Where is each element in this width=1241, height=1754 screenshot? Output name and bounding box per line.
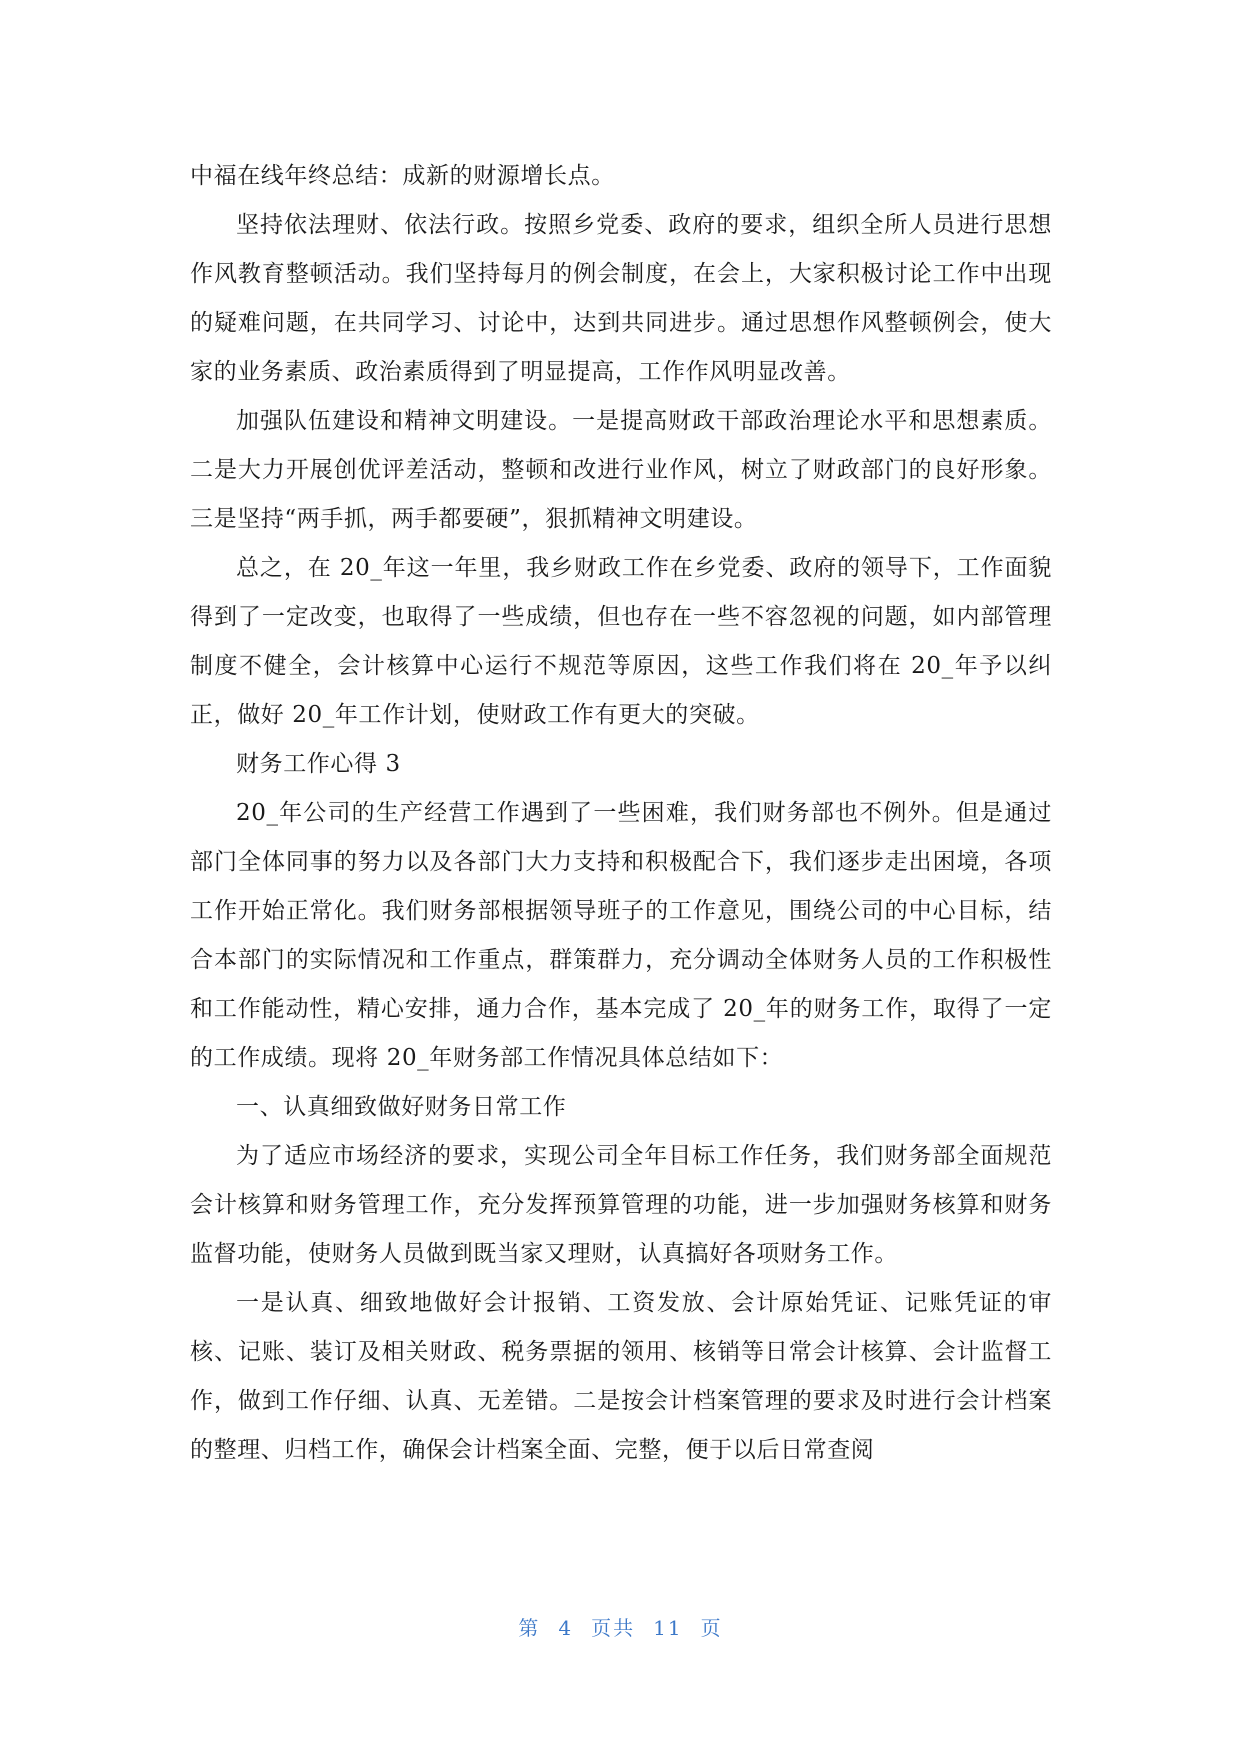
footer-current-page: 4: [558, 1616, 574, 1640]
paragraph-conclusion: 总之，在 20_年这一年里，我乡财政工作在乡党委、政府的领导下，工作面貌得到了一定改变，也取得了一些成绩，但也存在一些不容忽视的问题，如内部管理制度不健全，会计核算中心运行不规范等原因，这些工作我们将在 20_年予以纠正，做好 20_年工作计划，使财政工作有更大的突破。: [190, 555, 1052, 728]
paragraph-team-building: 加强队伍建设和精神文明建设。一是提高财政干部政治理论水平和思想素质。二是大力开展创优评差活动，整顿和改进行业作风，树立了财政部门的良好形象。三是坚持“两手抓，两手都要硬”，狠抓精神文明建设。: [190, 408, 1052, 532]
paragraph-legal-finance: 坚持依法理财、依法行政。按照乡党委、政府的要求，组织全所人员进行思想作风教育整顿活动。我们坚持每月的例会制度，在会上，大家积极讨论工作中出现的疑难问题，在共同学习、讨论中，达到共同进步。通过思想作风整顿例会，使大家的业务素质、政治素质得到了明显提高，工作作风明显改善。: [190, 212, 1052, 385]
footer-total-pages: 11: [653, 1616, 683, 1640]
subheading-daily-work: 一、认真细致做好财务日常工作: [236, 1094, 567, 1120]
paragraph-continuation: 中福在线年终总结：成新的财源增长点。: [190, 163, 615, 189]
paragraph-accounting-details: 一是认真、细致地做好会计报销、工资发放、会计原始凭证、记账凭证的审核、记账、装订及相关财政、税务票据的领用、核销等日常会计核算、会计监督工作，做到工作仔细、认真、无差错。二是按会计档案管理的要求及时进行会计档案的整理、归档工作，确保会计档案全面、完整，便于以后日常查阅: [190, 1290, 1052, 1463]
page-number-footer: [0, 1612, 1241, 1641]
footer-prefix: 第: [518, 1616, 541, 1640]
section-heading-finance-experience: 财务工作心得 3: [236, 751, 401, 777]
paragraph-market-economy: 为了适应市场经济的要求，实现公司全年目标工作任务，我们财务部全面规范会计核算和财务管理工作，充分发挥预算管理的功能，进一步加强财务核算和财务监督功能，使财务人员做到既当家又理财，认真搞好各项财务工作。: [190, 1143, 1052, 1267]
footer-middle: 页共: [591, 1616, 636, 1640]
document-body: [190, 152, 1052, 1475]
paragraph-company-overview: 20_年公司的生产经营工作遇到了一些困难，我们财务部也不例外。但是通过部门全体同事的努力以及各部门大力支持和积极配合下，我们逐步走出困境，各项工作开始正常化。我们财务部根据领导班子的工作意见，围绕公司的中心目标，结合本部门的实际情况和工作重点，群策群力，充分调动全体财务人员的工作积极性和工作能动性，精心安排，通力合作，基本完成了 20_年的财务工作，取得了一定的工作成绩。现将 20_年财务部工作情况具体总结如下：: [190, 800, 1052, 1071]
footer-suffix: 页: [700, 1616, 723, 1640]
